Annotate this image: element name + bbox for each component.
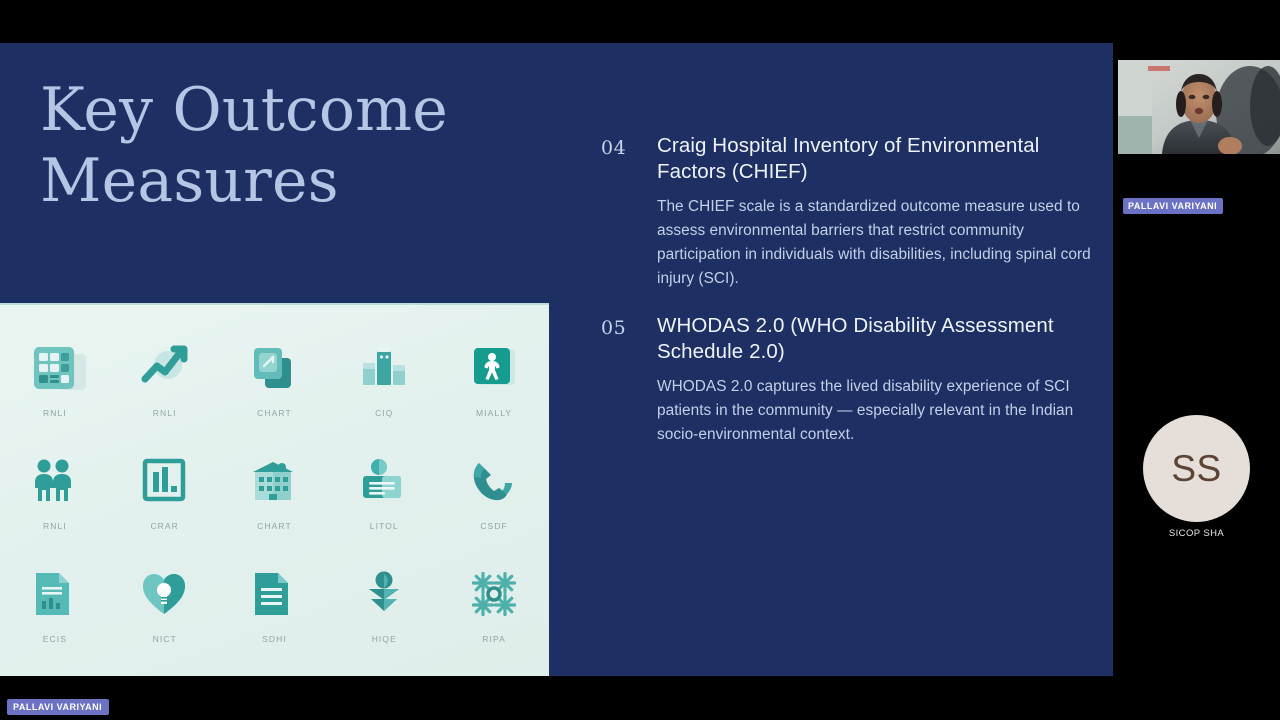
icon-cell xyxy=(0,452,110,531)
list-item xyxy=(601,133,1091,291)
calculator-icon xyxy=(26,339,84,397)
page-title: Key Outcome Measures xyxy=(40,75,448,216)
icon-cell xyxy=(329,339,439,418)
list-item-description: WHODAS 2.0 captures the lived disability experience of SCI patients in the community — especially relevant in the Indian socio-environmental context. xyxy=(657,378,1074,444)
list-item-heading: WHODAS 2.0 (WHO Disability Assessment Schedule 2.0) xyxy=(657,314,1054,364)
text-document-icon xyxy=(245,565,303,623)
snowflake-network-icon xyxy=(465,565,523,623)
icon-cell xyxy=(329,565,439,644)
icon-label: RIPA xyxy=(482,634,506,644)
icon-label: ECIS xyxy=(42,634,68,644)
two-people-icon xyxy=(26,452,84,510)
icon-cell xyxy=(329,452,439,531)
icon-cell xyxy=(0,339,110,418)
icon-cell xyxy=(220,565,330,644)
icon-cell xyxy=(110,452,220,531)
outcome-measures-list xyxy=(601,133,1091,470)
icon-label: NICT xyxy=(152,634,177,644)
avatar xyxy=(1143,415,1250,522)
participant-name-badge: PALLAVI VARIYANI xyxy=(1123,198,1223,214)
list-item-description: The CHIEF scale is a standardized outcome measure used to assess environmental barriers that restrict community participation in individuals with disabilities, including spinal cord injury (SCI). xyxy=(657,197,1091,288)
list-item-number: 04 xyxy=(601,137,627,159)
icon-label: CRAR xyxy=(150,521,179,531)
avatar-tile-sicop[interactable] xyxy=(1113,415,1280,545)
icon-grid xyxy=(0,339,549,644)
list-item-number: 05 xyxy=(601,317,627,340)
hospital-building-icon xyxy=(245,452,303,510)
icon-label: RNLI xyxy=(43,521,67,531)
icon-cell xyxy=(439,452,549,531)
icon-label: SDHI xyxy=(262,634,287,644)
icon-cell xyxy=(0,565,110,644)
trend-up-icon xyxy=(136,339,194,397)
active-speaker-badge: PALLAVI VARIYANI xyxy=(7,699,109,715)
heart-idea-icon xyxy=(136,565,194,623)
video-tile-pallavi[interactable] xyxy=(1118,60,1280,154)
avatar-initials: SS xyxy=(1171,447,1222,489)
icon-label: CHART xyxy=(257,408,292,418)
icon-label: CIQ xyxy=(375,408,394,418)
icon-label: CHART xyxy=(257,521,292,531)
participants-sidebar xyxy=(1113,0,1280,720)
layered-arrow-down-icon xyxy=(355,565,413,623)
icon-cell xyxy=(220,339,330,418)
icon-label: RNLI xyxy=(43,408,67,418)
report-document-icon xyxy=(26,565,84,623)
accessibility-person-icon xyxy=(465,339,523,397)
icon-label: LITOL xyxy=(369,521,399,531)
phone-handset-icon xyxy=(465,452,523,510)
presentation-slide xyxy=(0,43,1113,676)
icon-label: HIQE xyxy=(371,634,397,644)
icon-label: RNLI xyxy=(152,408,177,418)
list-item xyxy=(601,313,1091,447)
icon-cell xyxy=(439,565,549,644)
icon-label: MIALLY xyxy=(475,408,513,418)
list-item-body xyxy=(657,313,1091,447)
tablet-stack-icon xyxy=(245,339,303,397)
icon-cell xyxy=(220,452,330,531)
bar-group-icon xyxy=(355,339,413,397)
icon-cell xyxy=(110,339,220,418)
list-item-heading: Craig Hospital Inventory of Environmental Factors (CHIEF) xyxy=(657,134,1040,183)
icon-cell xyxy=(110,565,220,644)
icon-collage-panel xyxy=(0,303,549,676)
bar-chart-box-icon xyxy=(136,452,194,510)
icon-cell xyxy=(439,339,549,418)
video-feed xyxy=(1118,60,1280,154)
icon-label: CSDF xyxy=(480,521,508,531)
avatar-participant-name: SICOP SHA xyxy=(1168,528,1225,539)
id-card-icon xyxy=(355,452,413,510)
list-item-body xyxy=(657,133,1091,291)
